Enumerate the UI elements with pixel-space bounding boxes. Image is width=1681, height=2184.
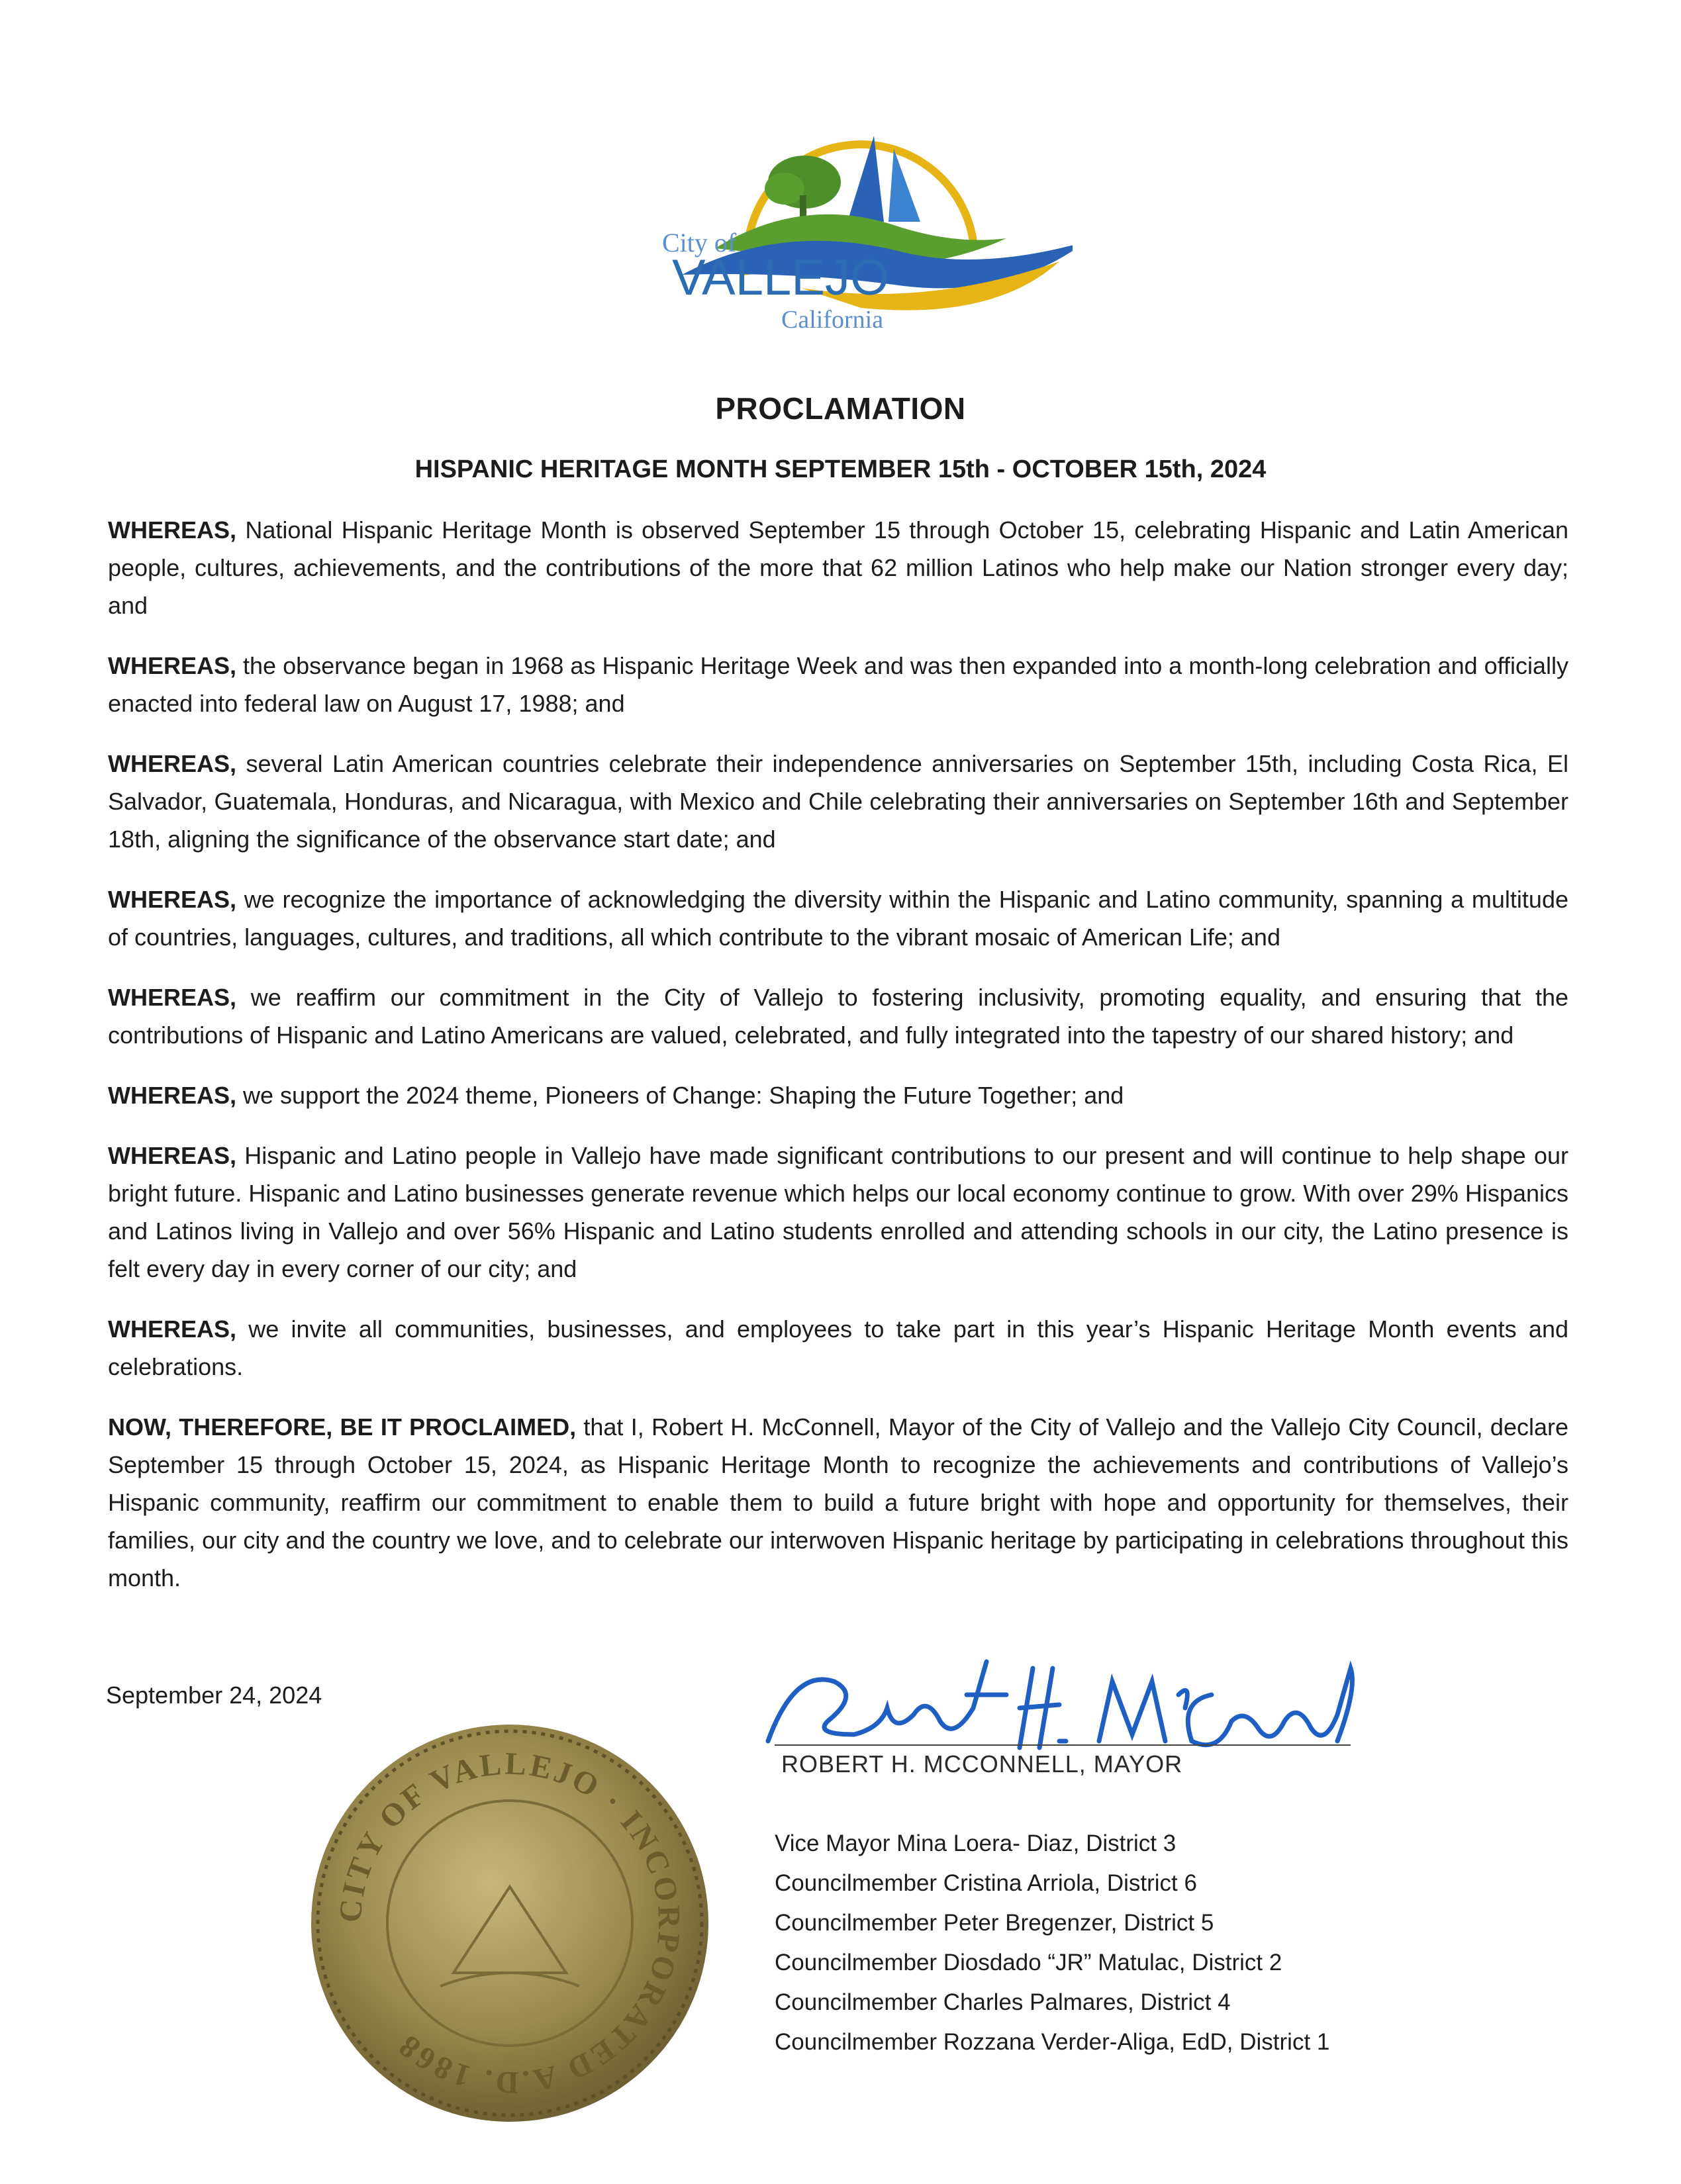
whereas-paragraph bbox=[108, 880, 1568, 956]
council-list bbox=[775, 1824, 1329, 2062]
whereas-paragraph bbox=[108, 1076, 1568, 1114]
paragraph-lead: WHEREAS, bbox=[108, 886, 237, 913]
council-member: Councilmember Charles Palmares, District 4 bbox=[775, 1989, 1231, 2015]
paragraph-text: we recognize the importance of acknowledging the diversity within the Hispanic and Latino community, spanning a multitude of countries, languages, cultures, and traditions, all which contribute to the vibrant mosaic of American Life; and bbox=[108, 886, 1568, 951]
city-logo-graphic bbox=[583, 109, 1073, 348]
city-logo bbox=[583, 109, 1073, 348]
council-member: Councilmember Cristina Arriola, District 6 bbox=[775, 1870, 1197, 1896]
paragraph-lead: WHEREAS, bbox=[108, 1142, 237, 1169]
paragraph-text: Hispanic and Latino people in Vallejo have made significant contributions to our present and will continue to help shape our bright future. Hispanic and Latino businesses generate revenue which helps our local economy continue to grow. With over 29% Hispanics and Latinos living in Vallejo and over 56% Hispanic and Latino students enrolled and attending schools in our city, the Latino presence is felt every day in every corner of our city; and bbox=[108, 1142, 1568, 1282]
paragraph-lead: WHEREAS, bbox=[108, 1082, 237, 1109]
whereas-paragraph bbox=[108, 1310, 1568, 1386]
council-member: Councilmember Diosdado “JR” Matulac, District 2 bbox=[775, 1950, 1282, 1975]
paragraph-text: we reaffirm our commitment in the City of Vallejo to fostering inclusivity, promoting equality, and ensuring that the contributions of Hispanic and Latino Americans are valued, celebrated, and fully integrated into the tapestry of our shared history; and bbox=[108, 984, 1568, 1049]
proclamation-closing bbox=[108, 1408, 1568, 1597]
closing-lead: NOW, THEREFORE, BE IT PROCLAIMED, bbox=[108, 1413, 577, 1441]
logo-text-bottom: California bbox=[781, 306, 884, 334]
proclamation-date: September 24, 2024 bbox=[106, 1682, 322, 1709]
city-seal-graphic bbox=[308, 1721, 712, 2125]
closing-text: that I, Robert H. McConnell, Mayor of the City of Vallejo and the Vallejo City Council, declare September 15 through October 15, 2024, as Hispanic Heritage Month to recognize the achievements and contributions of Vallejo’s Hispanic community, reaffirm our commitment to enable them to build a future bright with hope and opportunity for themselves, their families, our city and the country we love, and to celebrate our interwoven Hispanic heritage by participating in celebrations throughout this month. bbox=[108, 1413, 1568, 1591]
paragraph-text: the observance began in 1968 as Hispanic Heritage Week and was then expanded into a month-long celebration and officially enacted into federal law on August 17, 1988; and bbox=[108, 652, 1569, 717]
document-title: PROCLAMATION bbox=[715, 391, 966, 426]
whereas-paragraph bbox=[108, 978, 1568, 1054]
logo-text-main: VALLEJO bbox=[672, 250, 890, 306]
paragraph-lead: WHEREAS, bbox=[108, 750, 237, 777]
council-member: Councilmember Peter Bregenzer, District 5 bbox=[775, 1910, 1214, 1936]
paragraph-text: several Latin American countries celebrate their independence anniversaries on September 15th, including Costa Rica, El Salvador, Guatemala, Honduras, and Nicaragua, with Mexico and Chile celebrating their anniversaries on September 16th and September 18th, aligning the significance of the observance start date; and bbox=[108, 750, 1568, 853]
whereas-paragraph bbox=[108, 647, 1568, 722]
mayor-title: ROBERT H. MCCONNELL, MAYOR bbox=[781, 1750, 1183, 1778]
whereas-paragraph bbox=[108, 511, 1568, 624]
paragraph-lead: WHEREAS, bbox=[108, 516, 237, 544]
city-seal bbox=[308, 1721, 712, 2125]
document-subtitle: HISPANIC HERITAGE MONTH SEPTEMBER 15th - OCTOBER 15th, 2024 bbox=[414, 455, 1267, 483]
paragraph-text: National Hispanic Heritage Month is observed September 15 through October 15, celebrating Hispanic and Latin American people, cultures, achievements, and the contributions of the more that 62 million Latinos who help make our Nation stronger every day; and bbox=[108, 516, 1568, 619]
paragraph-lead: WHEREAS, bbox=[108, 984, 237, 1011]
paragraph-text: we invite all communities, businesses, and employees to take part in this year’s Hispanic Heritage Month events and celebrations. bbox=[108, 1315, 1568, 1380]
proclamation-body bbox=[108, 511, 1568, 1597]
paragraph-text: we support the 2024 theme, Pioneers of Change: Shaping the Future Together; and bbox=[243, 1082, 1124, 1109]
council-member: Councilmember Rozzana Verder-Aliga, EdD, District 1 bbox=[775, 2029, 1330, 2055]
council-member: Vice Mayor Mina Loera- Diaz, District 3 bbox=[775, 1830, 1177, 1856]
seal-text: CITY OF VALLEJO · INCORPORATED A.D. 1868 bbox=[332, 1746, 687, 2101]
paragraph-lead: WHEREAS, bbox=[108, 652, 237, 679]
logo-text-top: City of bbox=[662, 228, 737, 258]
signature-line bbox=[775, 1744, 1351, 1746]
whereas-paragraph bbox=[108, 1137, 1568, 1288]
whereas-paragraph bbox=[108, 745, 1568, 858]
paragraph-lead: WHEREAS, bbox=[108, 1315, 237, 1343]
